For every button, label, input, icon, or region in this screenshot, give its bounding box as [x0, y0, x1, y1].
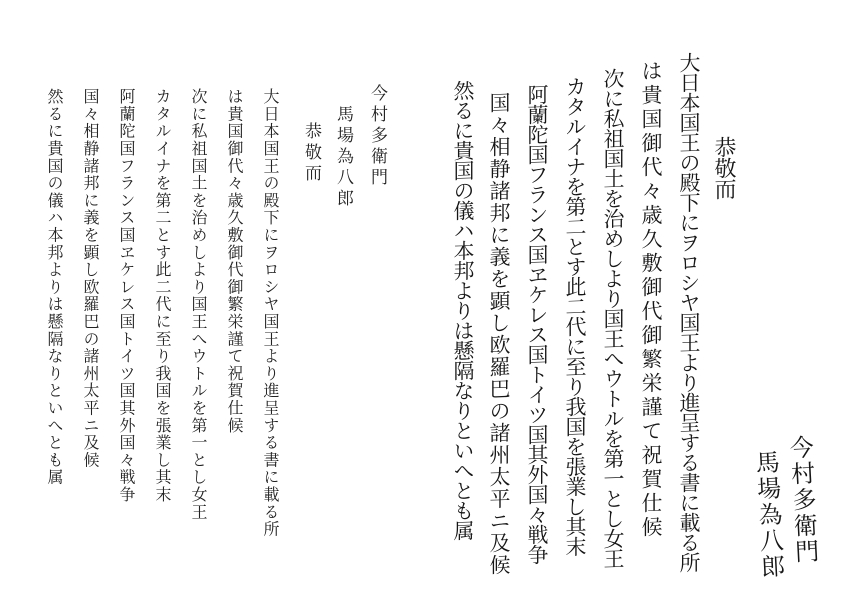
manuscript-line: 大日本国王の殿下にヲロシヤ国王より進呈する書に載る所 [677, 51, 701, 573]
transcription-line: 阿蘭陀国フランス国ヱケレス国トイツ国其外国々戦争 [117, 88, 136, 504]
transcription-line: 国々相静諸邦に義を顕し欧羅巴の諸州太平ニ及候 [81, 88, 100, 469]
manuscript-line: カタルイナを第二とす此二代に至り我国を張業し其末 [563, 75, 587, 557]
transcription-line: カタルイナを第二とす此二代に至り我国を張業し其末 [153, 88, 172, 504]
transcription-heading: 恭敬而 [301, 122, 321, 185]
manuscript-line: 然るに貴国の儀ハ本邦よりは懸隔なりといへとも属 [451, 79, 475, 541]
manuscript-line: は貴国御代々歳久敷御代御繁栄謹て祝賀仕候 [639, 59, 663, 541]
transcription-line: 大日本国王の殿下にヲロシヤ国王より進呈する書に載る所 [261, 88, 280, 538]
manuscript-signature: 今村多衛門 [784, 434, 820, 566]
transcription-panel [30, 70, 420, 590]
transcription-line: 次に私祖国土を治めしより国王へウトルを第一とし女王 [189, 88, 208, 521]
manuscript-line: 国々相静諸邦に義を顕し欧羅巴の諸州太平ニ及候 [487, 91, 511, 577]
manuscript-line: 次に私祖国土を治めしより国王へウトルを第一とし女王 [601, 67, 625, 569]
manuscript-panel [450, 40, 844, 600]
manuscript-signature: 馬場為八郎 [750, 449, 786, 581]
manuscript-heading: 恭敬而 [711, 135, 736, 200]
transcription-line: 然るに貴国の儀ハ本邦よりは懸隔なりといへとも属 [45, 88, 64, 486]
manuscript-line: 阿蘭陀国フランス国ヱケレス国トイツ国其外国々戦争 [525, 83, 549, 565]
transcription-line: は貴国御代々歳久敷御代御繁栄謹て祝賀仕候 [225, 88, 244, 434]
transcription-signatory: 馬場為八郎 [333, 105, 353, 210]
transcription-signatory: 今村多衛門 [367, 84, 387, 189]
